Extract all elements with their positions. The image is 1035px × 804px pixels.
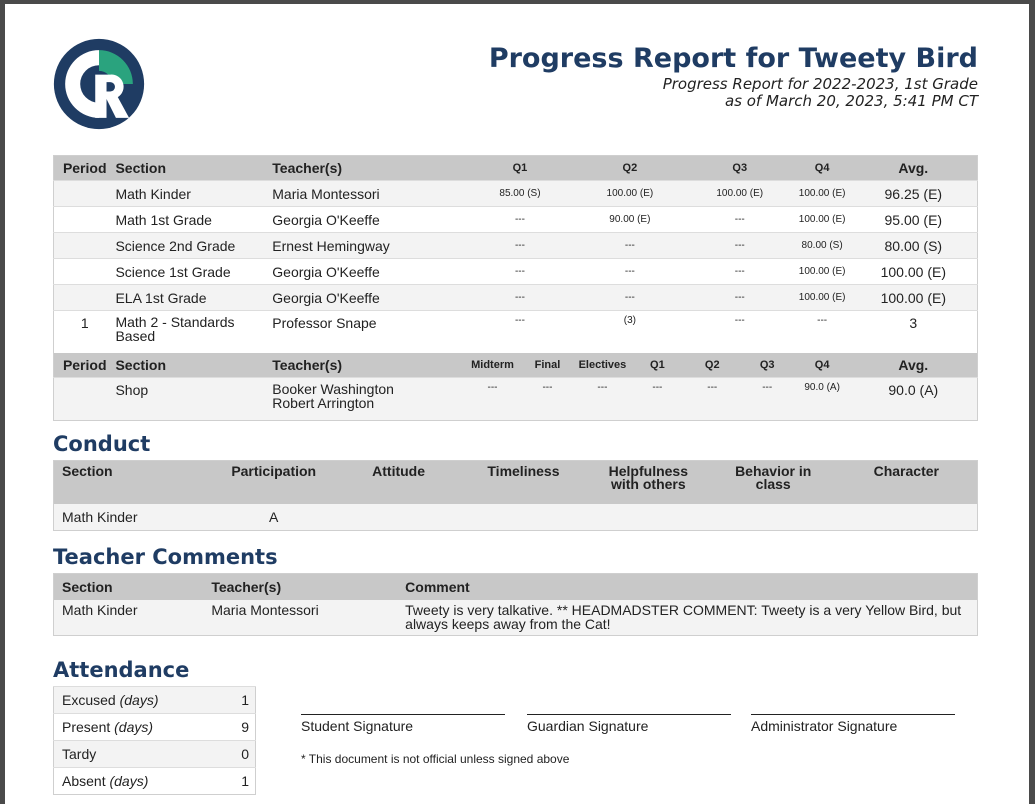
cell-period [54,259,116,285]
comments-heading: Teacher Comments [53,545,278,569]
attendance-table [53,686,256,795]
attendance-label [54,687,231,714]
cell-avg: 90.0 (A) [850,378,978,421]
cell-q4: --- [795,311,850,354]
label-text: Present [62,719,111,735]
cell-section: Math Kinder [115,181,272,207]
table-row [54,311,978,354]
cell-q2: 100.00 (E) [575,181,685,207]
col-avg: Avg. [850,156,978,181]
cell-q3: --- [685,207,795,233]
cell-q1: --- [465,233,575,259]
cell-teacher: Maria Montessori [210,600,404,636]
administrator-signature-line: Administrator Signature [751,714,955,734]
cell-q4: 100.00 (E) [795,207,850,233]
cell-section: Math 1st Grade [115,207,272,233]
cell-teacher: Maria Montessori [272,181,465,207]
cell-q4: 100.00 (E) [795,259,850,285]
cell-q4: 90.0 (A) [795,378,850,421]
cell-character [836,504,978,531]
cell-section [115,311,272,354]
guardian-signature-line: Guardian Signature [527,714,731,734]
cell-q1: 85.00 (S) [465,181,575,207]
grades-header-row [54,156,978,181]
label-text: Tardy [62,746,97,762]
unit-text: (days) [114,719,154,735]
col-q1: Q1 [465,156,575,181]
cell-q2: --- [685,378,740,421]
col-q4: Q4 [795,156,850,181]
cell-section: ELA 1st Grade [115,285,272,311]
col-q1: Q1 [630,353,685,378]
cell-avg: 100.00 (E) [850,259,978,285]
cell-avg: 95.00 (E) [850,207,978,233]
cell-teacher: Georgia O'Keeffe [272,285,465,311]
cell-q1: --- [465,285,575,311]
col-midterm: Midterm [465,353,520,378]
col-teachers: Teacher(s) [272,156,465,181]
report-page [5,4,1029,804]
cell-section: Math Kinder [54,600,211,636]
col-character: Character [836,461,978,505]
header-line: class [755,476,791,492]
cell-period [54,233,116,259]
cell-q3: --- [685,285,795,311]
attendance-label [54,768,231,795]
cell-period [54,181,116,207]
cell-section: Shop [115,378,272,421]
table-row [54,687,256,714]
school-logo-icon [52,37,146,131]
cell-q2: --- [575,285,685,311]
official-note: * This document is not official unless signed above [301,752,570,766]
cell-timeliness [461,504,586,531]
cell-attitude [336,504,461,531]
cell-q4: 80.00 (S) [795,233,850,259]
cell-teacher: Georgia O'Keeffe [272,259,465,285]
unit-text: (days) [109,773,149,789]
col-q2: Q2 [575,156,685,181]
cell-electives: --- [575,378,630,421]
col-q3: Q3 [685,156,795,181]
conduct-heading: Conduct [53,432,151,456]
cell-avg: 100.00 (E) [850,285,978,311]
col-q3: Q3 [740,353,795,378]
attendance-value: 9 [230,714,255,741]
cell-helpfulness [586,504,711,531]
col-comment: Comment [404,574,977,601]
label-text: Excused [62,692,116,708]
cell-q3: --- [740,378,795,421]
teacher-line: Robert Arrington [272,395,375,411]
attendance-heading: Attendance [53,658,190,682]
cell-section: Math Kinder [54,504,212,531]
cell-teacher: Professor Snape [272,311,465,354]
comments-table [53,573,978,636]
attendance-value: 0 [230,741,255,768]
col-section: Section [54,461,212,505]
report-timestamp: as of March 20, 2023, 5:41 PM CT [724,92,978,110]
cell-q3: --- [685,259,795,285]
col-period: Period [54,353,116,378]
attendance-value: 1 [230,687,255,714]
cell-section: Science 1st Grade [115,259,272,285]
table-row [54,714,256,741]
cell-teacher: Georgia O'Keeffe [272,207,465,233]
unit-text: (days) [119,692,159,708]
header-line: with others [610,476,686,492]
cell-period: 1 [54,311,116,354]
cell-q3: 100.00 (E) [685,181,795,207]
col-behavior [711,461,836,505]
table-row [54,768,256,795]
cell-teacher: Ernest Hemingway [272,233,465,259]
col-section: Section [54,574,211,601]
cell-q2: 90.00 (E) [575,207,685,233]
cell-avg: 80.00 (S) [850,233,978,259]
col-attitude: Attitude [336,461,461,505]
col-q4: Q4 [795,353,850,378]
comment-line: Tweety is very talkative. ** HEADMADSTER COMMENT: Tweety is a very Yellow Bird, but [405,602,962,618]
col-electives: Electives [575,353,630,378]
cell-period [54,378,116,421]
header-line: Behavior in [735,463,812,479]
cell-q1: --- [465,311,575,354]
cell-final: --- [520,378,575,421]
cell-q1: --- [465,259,575,285]
label-text: Absent [62,773,106,789]
cell-period [54,207,116,233]
table-row [54,181,978,207]
col-avg: Avg. [850,353,978,378]
cell-q1: --- [630,378,685,421]
cell-avg: 3 [850,311,978,354]
table-row [54,378,978,421]
cell-q3: --- [685,311,795,354]
col-q2: Q2 [685,353,740,378]
table-row [54,233,978,259]
cell-q3: --- [685,233,795,259]
comments-header-row [54,574,978,601]
student-signature-line: Student Signature [301,714,505,734]
teacher-line: Booker Washington [272,381,394,397]
cell-q2: (3) [575,311,685,354]
table-row [54,600,978,636]
col-final: Final [520,353,575,378]
attendance-label [54,741,231,768]
cell-comment [404,600,977,636]
col-section: Section [115,353,272,378]
table-row [54,285,978,311]
header-line: Helpfulness [608,463,688,479]
cell-q2: --- [575,259,685,285]
conduct-table [53,460,978,531]
section-line: Math 2 - Standards [115,314,235,330]
page-title: Progress Report for Tweety Bird [488,43,978,74]
cell-period [54,285,116,311]
comment-line: always keeps away from the Cat! [405,616,611,632]
grades-table [53,155,978,421]
cell-avg: 96.25 (E) [850,181,978,207]
col-timeliness: Timeliness [461,461,586,505]
cell-q4: 100.00 (E) [795,285,850,311]
table-row [54,504,978,531]
cell-midterm: --- [465,378,520,421]
table-row [54,259,978,285]
cell-teacher [272,378,465,421]
table-row [54,207,978,233]
grades-header-row-2 [54,353,978,378]
cell-section: Science 2nd Grade [115,233,272,259]
cell-q1: --- [465,207,575,233]
cell-q4: 100.00 (E) [795,181,850,207]
attendance-value: 1 [230,768,255,795]
cell-behavior [711,504,836,531]
section-line: Based [115,328,156,344]
col-teachers: Teacher(s) [272,353,465,378]
col-period: Period [54,156,116,181]
report-period: Progress Report for 2022-2023, 1st Grade [662,75,978,93]
report-header [489,42,978,110]
cell-participation: A [211,504,336,531]
col-participation: Participation [211,461,336,505]
cell-q2: --- [575,233,685,259]
table-row [54,741,256,768]
conduct-header-row [54,461,978,505]
col-section: Section [115,156,272,181]
col-helpfulness [586,461,711,505]
col-teachers: Teacher(s) [210,574,404,601]
attendance-label [54,714,231,741]
